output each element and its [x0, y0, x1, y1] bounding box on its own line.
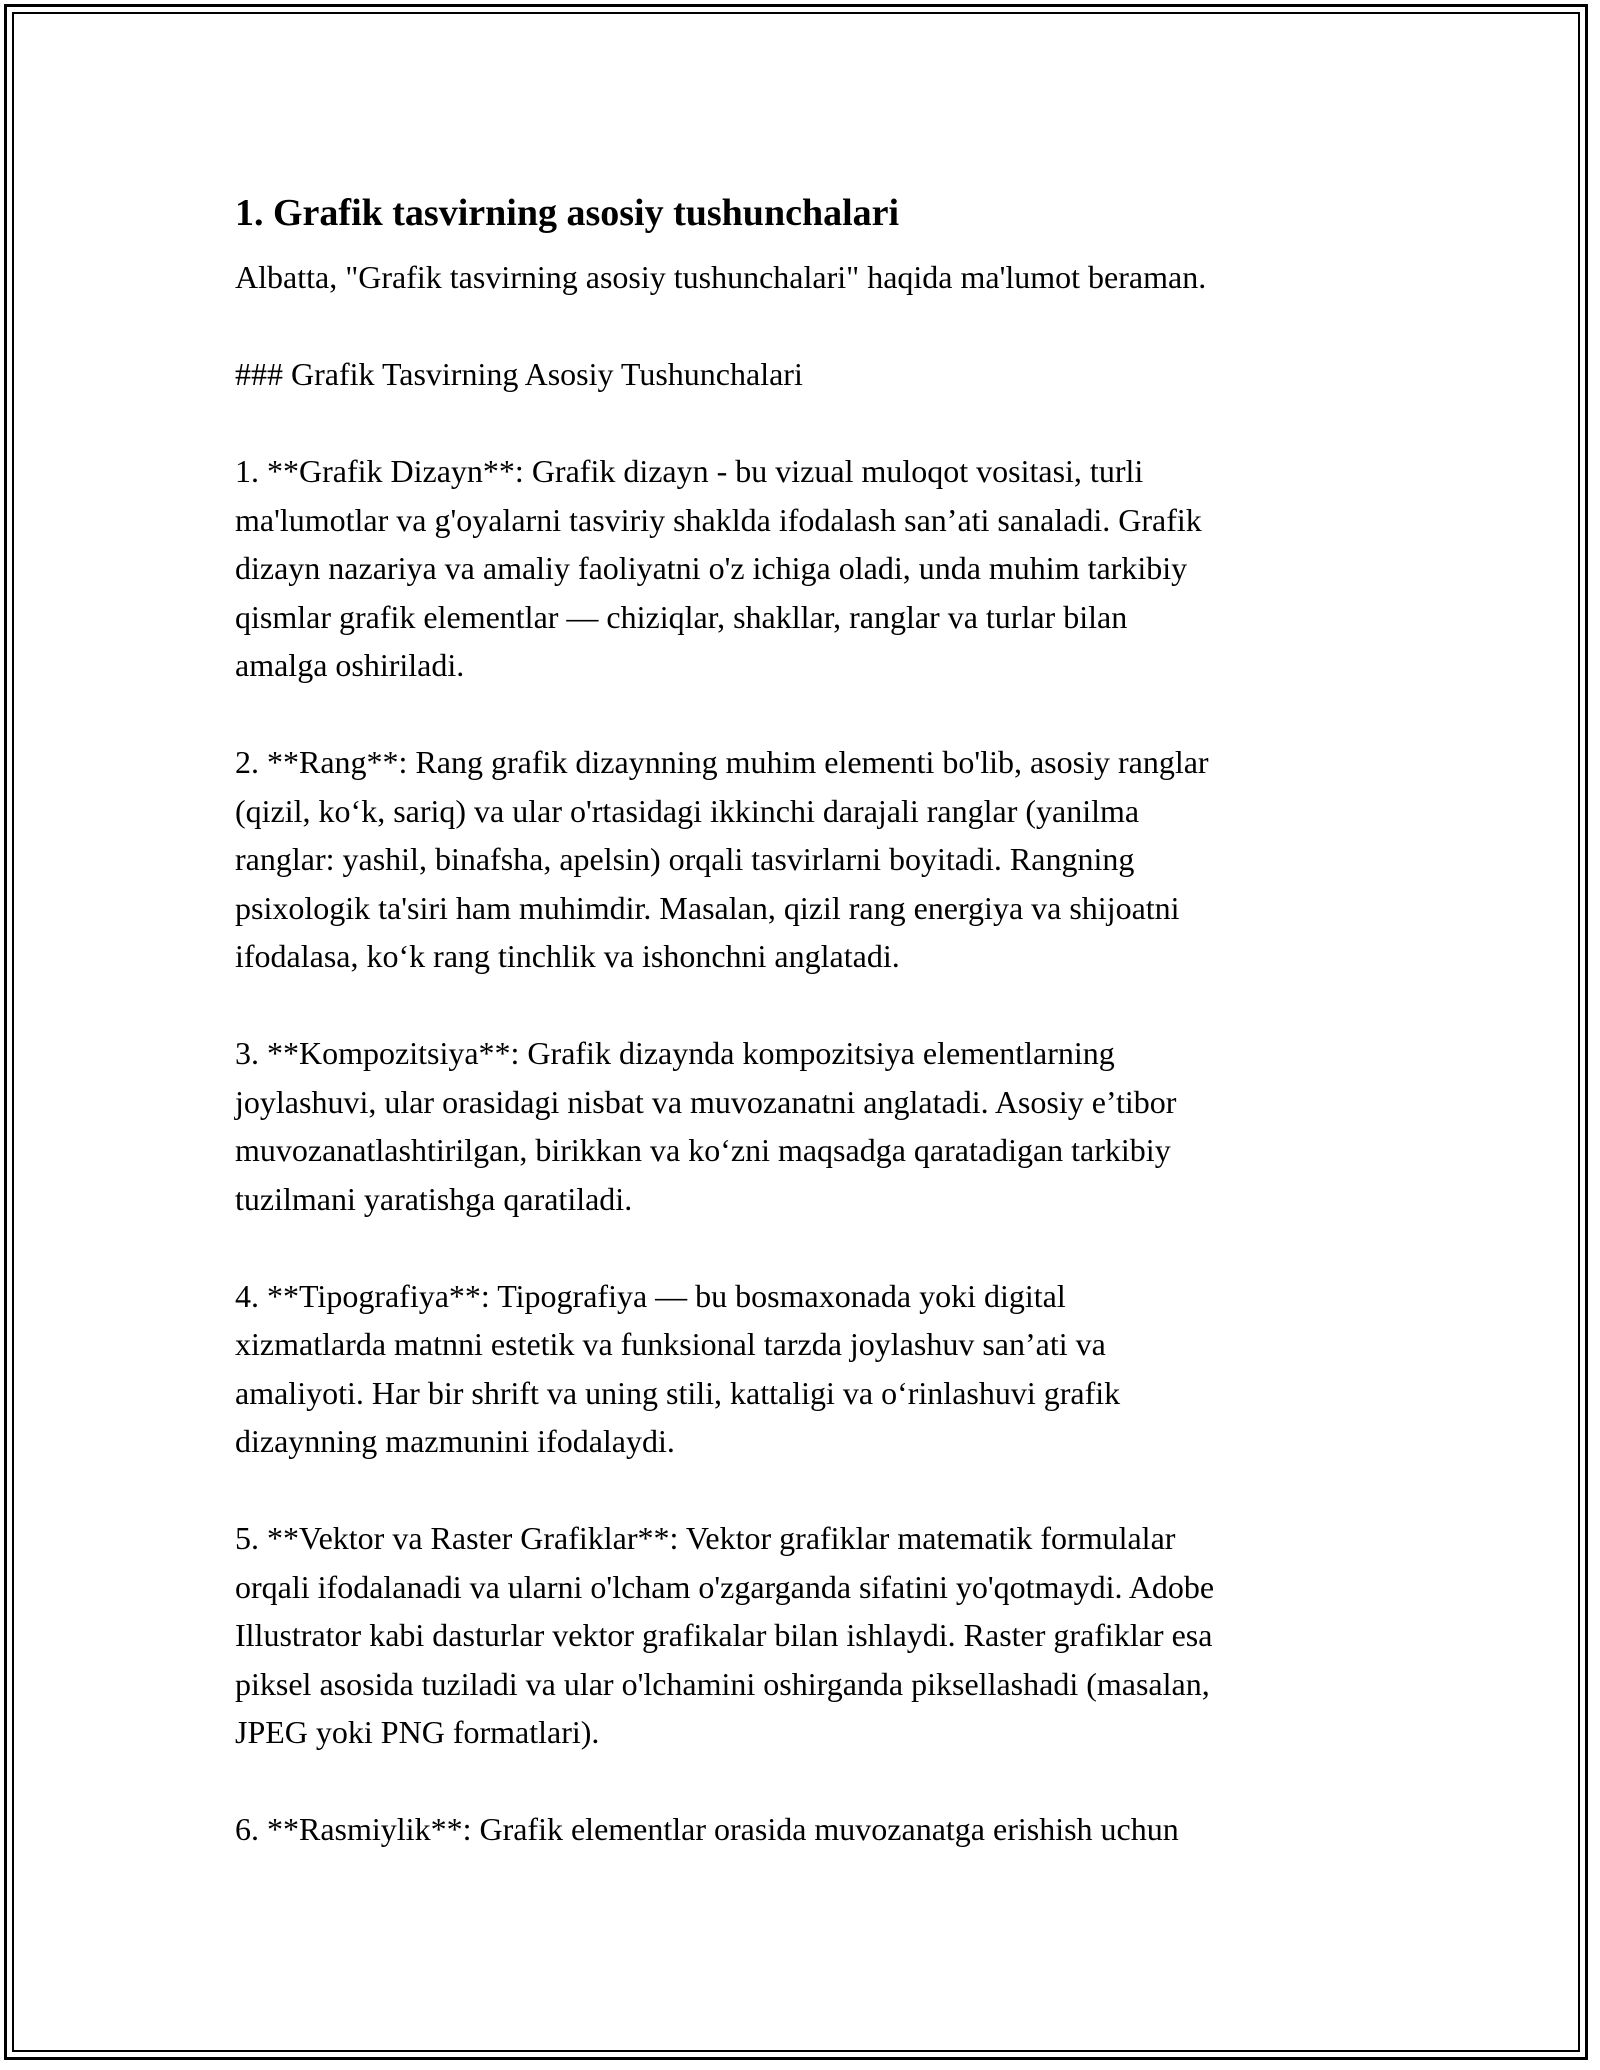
text-line: qismlar grafik elementlar — chiziqlar, shakllar, ranglar va turlar bilan: [235, 598, 1128, 635]
intro-paragraph: Albatta, "Grafik tasvirning asosiy tushunchalari" haqida ma'lumot beraman.: [235, 259, 1207, 295]
text-line: orqali ifodalanadi va ularni o'lcham o'zgarganda sifatini yo'qotmaydi. Adobe: [235, 1568, 1215, 1605]
text-line: tuzilmani yaratishga qaratiladi.: [235, 1180, 633, 1217]
text-line: Illustrator kabi dasturlar vektor grafikalar bilan ishlaydi. Raster grafiklar esa: [235, 1617, 1213, 1653]
document-title: 1. Grafik tasvirning asosiy tushunchalari: [235, 192, 900, 234]
text-line: 3. **Kompozitsiya**: Grafik dizaynda kompozitsiya elementlarning: [235, 1035, 1115, 1071]
document-body: [235, 185, 1375, 1902]
text-line: ma'lumotlar va g'oyalarni tasviriy shaklda ifodalash san’ati sanaladi. Grafik: [235, 501, 1202, 538]
text-line: (qizil, ko‘k, sariq) va ular o'rtasidagi ikkinchi darajali ranglar (yanilma: [235, 792, 1140, 829]
list-item-tipografiya: [235, 1272, 1375, 1466]
text-line: ranglar: yashil, binafsha, apelsin) orqali tasvirlarni boyitadi. Rangning: [235, 841, 1135, 877]
list-item-rasmiylik: [235, 1805, 1375, 1854]
text-line: piksel asosida tuziladi va ular o'lchamini oshirganda piksellashadi (masalan,: [235, 1665, 1210, 1702]
list-item-grafik-dizayn: [235, 447, 1375, 690]
subheading: ### Grafik Tasvirning Asosiy Tushunchalari: [235, 356, 803, 392]
text-line: ifodalasa, ko‘k rang tinchlik va ishonchni anglatadi.: [235, 938, 900, 974]
text-line: dizayn nazariya va amaliy faoliyatni o'z ichiga oladi, unda muhim tarkibiy: [235, 550, 1188, 586]
list-item-rang: [235, 738, 1375, 981]
list-item-kompozitsiya: [235, 1029, 1375, 1223]
text-line: psixologik ta'siri ham muhimdir. Masalan, qizil rang energiya va shijoatni: [235, 889, 1180, 926]
text-line: JPEG yoki PNG formatlari).: [235, 1714, 600, 1750]
text-line: dizaynning mazmunini ifodalaydi.: [235, 1423, 675, 1459]
text-line: xizmatlarda matnni estetik va funksional tarzda joylashuv san’ati va: [235, 1326, 1106, 1362]
text-line: 5. **Vektor va Raster Grafiklar**: Vektor grafiklar matematik formulalar: [235, 1520, 1176, 1556]
text-line: amalga oshiriladi.: [235, 647, 465, 683]
text-line: 1. **Grafik Dizayn**: Grafik dizayn - bu vizual muloqot vositasi, turli: [235, 453, 1144, 489]
text-line: amaliyoti. Har bir shrift va uning stili, kattaligi va o‘rinlashuvi grafik: [235, 1374, 1121, 1411]
text-line: 4. **Tipografiya**: Tipografiya — bu bosmaxonada yoki digital: [235, 1277, 1066, 1314]
text-line: joylashuvi, ular orasidagi nisbat va muvozanatni anglatadi. Asosiy e’tibor: [235, 1083, 1177, 1120]
list-item-vektor-raster: [235, 1514, 1375, 1757]
text-line: 6. **Rasmiylik**: Grafik elementlar orasida muvozanatga erishish uchun: [235, 1811, 1179, 1847]
text-line: muvozanatlashtirilgan, birikkan va ko‘zni maqsadga qaratadigan tarkibiy: [235, 1132, 1171, 1168]
text-line: 2. **Rang**: Rang grafik dizaynning muhim elementi bo'lib, asosiy ranglar: [235, 744, 1209, 780]
